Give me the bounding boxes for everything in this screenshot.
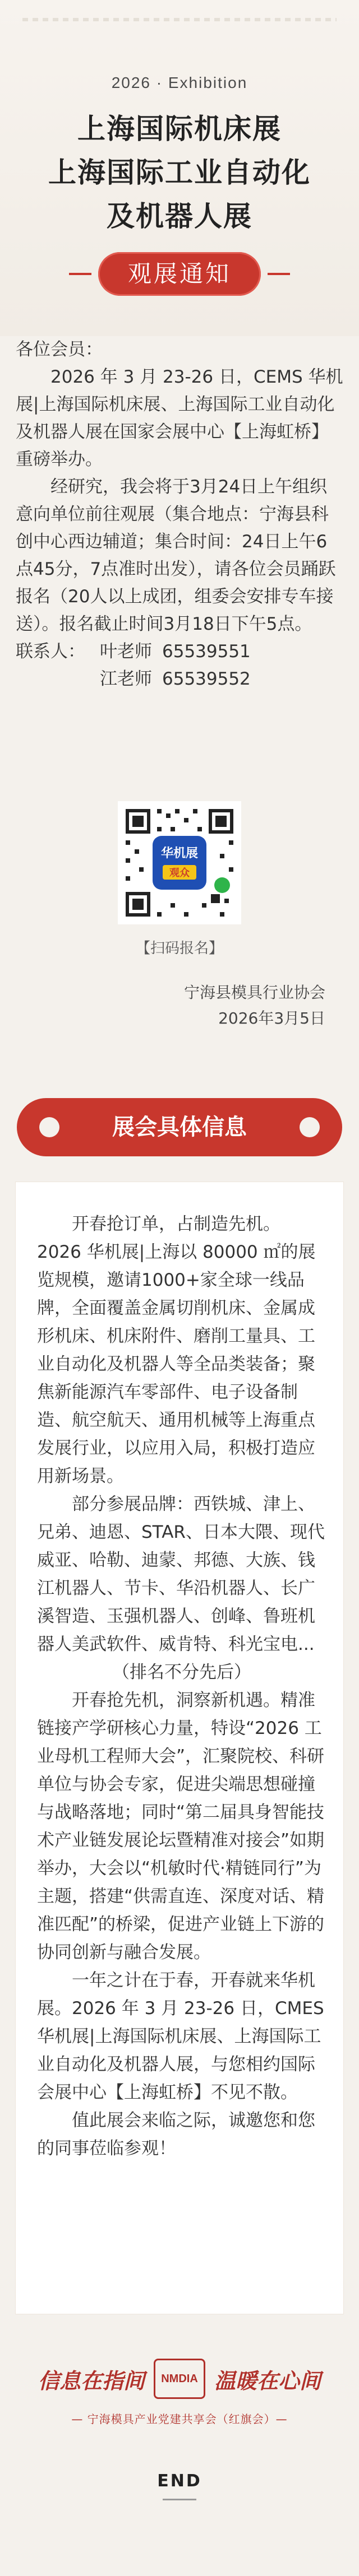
notice-paragraph-2: 经研究，我会将于3月24日上午组织意向单位前往观展（集合地点：宁海县科创中心西边辅道；集合时间：24日上午6点45分，7点准时出发），请各位会员踊跃报名（20人以上成团，组委会安排专车接送）。报名截止时间3月18日下午5点。	[16, 477, 336, 634]
title-line-1: 上海国际机床展	[77, 113, 282, 145]
greeting: 各位会员：	[16, 340, 103, 360]
contact-phone[interactable]: 65539552	[162, 669, 251, 689]
header-banner	[0, 0, 359, 336]
section-heading-text: 展会具体信息	[112, 1114, 247, 1140]
notice-badge: 观展通知	[98, 252, 261, 296]
notice-body	[16, 336, 343, 693]
footer	[0, 2359, 359, 2500]
title-line-3: 及机器人展	[107, 200, 252, 233]
year-label: 2026 · Exhibition	[111, 74, 248, 91]
contact-name: 江老师	[100, 669, 152, 689]
contact-name: 叶老师	[100, 641, 152, 662]
decorative-dots	[22, 18, 337, 21]
signature-date: 2026年3月5日	[218, 1009, 325, 1027]
qr-caption: 【扫码报名】	[135, 940, 223, 957]
info-paragraph-1: 开春抢订单，占制造先机。	[72, 1214, 280, 1234]
association-name: — 宁海模具产业党建共享会（红旗会）—	[71, 2412, 288, 2426]
contact-row	[16, 666, 343, 693]
slogan-left: 信息在指间	[38, 2368, 145, 2393]
info-paragraph-3: 部分参展品牌：西铁城、津上、兄弟、迪恩、STAR、日本大隈、现代威亚、哈勒、迪蒙、邦德、大族、钱江机器人、节卡、华沿机器人、长广溪智造、玉强机器人、创峰、鲁班机器人美武软件、威肯特、科光宝电...	[37, 1494, 325, 1654]
decorative-dot-icon	[39, 1117, 59, 1137]
info-paragraph-5: 开春抢先机，洞察新机遇。精准链接产学研核心力量，特设“2026 工业母机工程师大会”，汇聚院校、科研单位与协会专家，促进尖端思想碰撞与战略落地；同时“第二届具身智能技术产业链发展论坛暨精准对接会”如期举办，大会以“机敏时代·精链同行”为主题，搭建“供需直连、深度对话、精准匹配”的桥梁，促进产业链上下游的协同创新与融合发展。	[37, 1690, 325, 1963]
exhibition-info-card	[16, 1182, 343, 2314]
registration-qr-code[interactable]	[118, 801, 241, 924]
info-paragraph-7: 值此展会来临之际，诚邀您和您的同事莅临参观！	[37, 2110, 315, 2159]
contact-label: 联系人：	[16, 641, 85, 662]
info-paragraph-2: 2026 华机展|上海以 80000 ㎡的展览规模，邀请1000+家全球一线品牌，全面覆盖金属切削机床、金属成形机床、机床附件、磨削工量具、工业自动化及机器人等全品类装备；聚焦新能源汽车零部件、电子设备制造、航空航天、通用机械等上海重点发展行业，以应用入局，积极打造应用新场景。	[37, 1242, 316, 1486]
title-line-2: 上海国际工业自动化	[48, 156, 311, 189]
slogan-row	[0, 2359, 359, 2399]
contact-row	[16, 638, 343, 666]
end-divider	[163, 2499, 196, 2500]
info-paragraph-6: 一年之计在于春，开春就来华机展。2026 年 3 月 23-26 日，CMES 华机展|上海国际机床展、上海国际工业自动化及机器人展，与您相约国际会展中心【上海虹桥】不见不散。	[37, 1970, 324, 2103]
notice-paragraph-1: 2026 年 3 月 23-26 日，CEMS 华机展|上海国际机床展、上海国际工业自动化及机器人展在国家会展中心【上海虹桥】重磅举办。	[16, 367, 343, 469]
qr-center-sub: 观众	[169, 867, 190, 879]
contact-phone[interactable]: 65539551	[162, 641, 251, 662]
qr-center-text: 华机展	[160, 847, 199, 861]
slogan-right: 温暖在心间	[214, 2368, 321, 2393]
signature-org: 宁海县模具行业协会	[183, 983, 325, 1002]
end-label: END	[157, 2471, 202, 2491]
info-paragraph-4: （排名不分先后）	[112, 1662, 251, 1682]
association-logo: NMDIA	[154, 2359, 205, 2399]
decorative-dot-icon	[300, 1117, 320, 1137]
qr-code-icon	[118, 801, 241, 924]
section-heading	[17, 1098, 342, 1156]
